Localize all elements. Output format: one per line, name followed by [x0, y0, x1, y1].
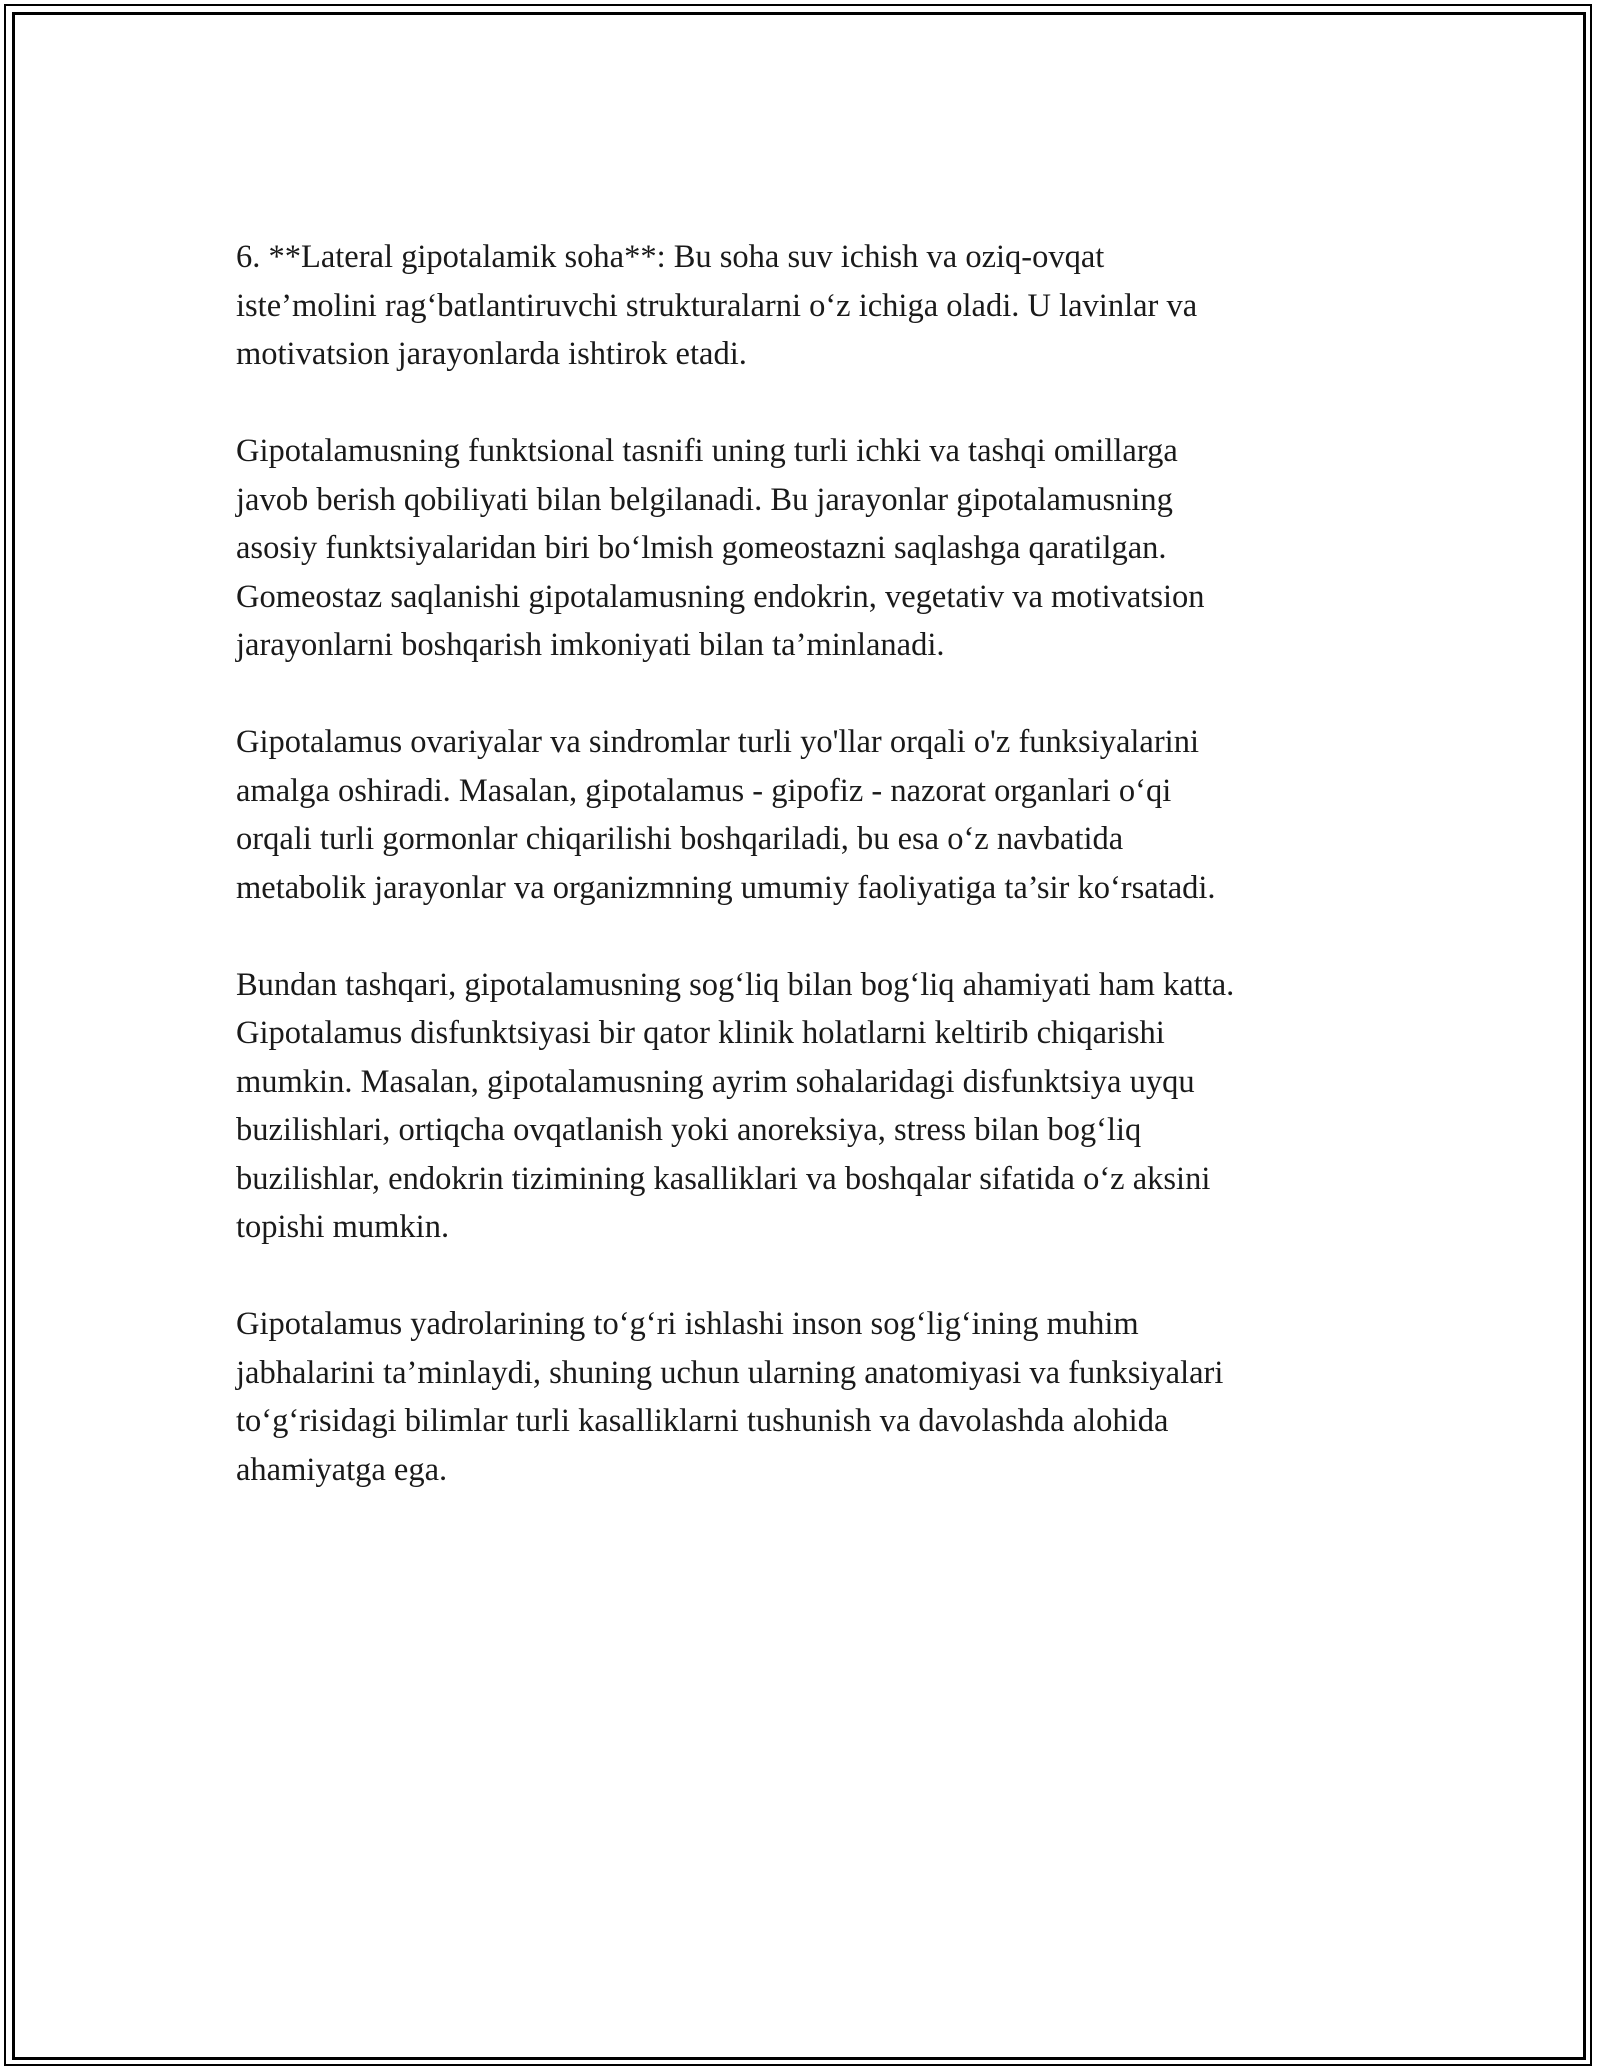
text-line: 6. **Lateral gipotalamik soha**: Bu soha suv ichish va oziq-ovqat	[236, 239, 1105, 275]
text-line: iste’molini rag‘batlantiruvchi strukturalarni o‘z ichiga oladi. U lavinlar va	[236, 287, 1198, 324]
text-line: amalga oshiradi. Masalan, gipotalamus - gipofiz - nazorat organlari o‘qi	[236, 772, 1172, 809]
text-line: Gipotalamus disfunktsiyasi bir qator klinik holatlarni keltirib chiqarishi	[236, 1015, 1165, 1051]
paragraph-functional-classification	[236, 427, 1376, 670]
text-line: topishi mumkin.	[236, 1209, 450, 1245]
text-line: javob berish qobiliyati bilan belgilanadi. Bu jarayonlar gipotalamusning	[236, 481, 1173, 518]
text-line: mumkin. Masalan, gipotalamusning ayrim sohalaridagi disfunktsiya uyqu	[236, 1063, 1195, 1100]
text-line: to‘g‘risidagi bilimlar turli kasalliklarni tushunish va davolashda alohida	[236, 1403, 1169, 1439]
text-line: buzilishlari, ortiqcha ovqatlanish yoki anoreksiya, stress bilan bog‘liq	[236, 1112, 1142, 1148]
text-line: jabhalarini ta’minlaydi, shuning uchun ularning anatomiyasi va funksiyalari	[236, 1354, 1224, 1391]
paragraph-conclusion	[236, 1300, 1376, 1494]
text-line: Bundan tashqari, gipotalamusning sog‘liq bilan bog‘liq ahamiyati ham katta.	[236, 966, 1235, 1003]
text-line: Gipotalamusning funktsional tasnifi uning turli ichki va tashqi omillarga	[236, 433, 1178, 469]
text-line: asosiy funktsiyalaridan biri bo‘lmish gomeostazni saqlashga qaratilgan.	[236, 530, 1167, 566]
document-body	[236, 233, 1376, 1543]
text-line: Gipotalamus yadrolarining to‘g‘ri ishlashi inson sog‘lig‘ining muhim	[236, 1306, 1139, 1342]
text-line: Gomeostaz saqlanishi gipotalamusning endokrin, vegetativ va motivatsion	[236, 578, 1205, 615]
text-line: Gipotalamus ovariyalar va sindromlar turli yo'llar orqali o'z funksiyalarini	[236, 724, 1199, 760]
text-line: buzilishlar, endokrin tizimining kasalliklari va boshqalar sifatida o‘z aksini	[236, 1160, 1211, 1197]
paragraph-lateral-hypothalamic-area	[236, 233, 1376, 379]
text-line: motivatsion jarayonlarda ishtirok etadi.	[236, 336, 747, 372]
paragraph-pathways	[236, 718, 1376, 912]
text-line: orqali turli gormonlar chiqarilishi boshqariladi, bu esa o‘z navbatida	[236, 821, 1124, 857]
text-line: jarayonlarni boshqarish imkoniyati bilan ta’minlanadi.	[236, 627, 945, 663]
paragraph-health-significance	[236, 961, 1376, 1252]
text-line: ahamiyatga ega.	[236, 1451, 448, 1488]
text-line: metabolik jarayonlar va organizmning umumiy faoliyatiga ta’sir ko‘rsatadi.	[236, 869, 1216, 906]
